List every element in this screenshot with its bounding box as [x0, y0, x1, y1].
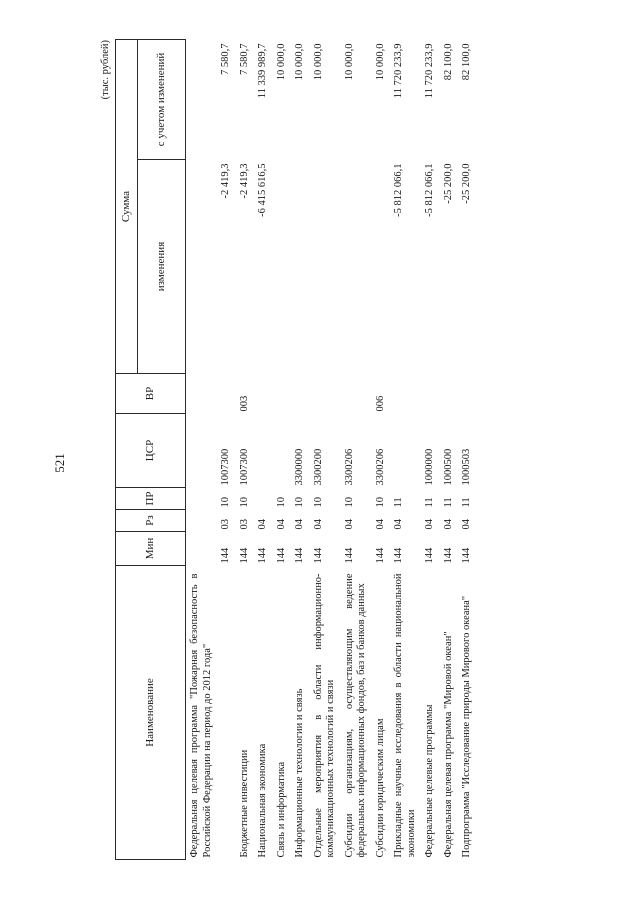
table-row — [372, 40, 391, 860]
row-changes — [341, 160, 372, 374]
table-row — [273, 40, 292, 860]
row-changes: -25 200,0 — [442, 163, 454, 204]
row-with-changes — [186, 40, 218, 160]
row-rz: 04 — [294, 519, 305, 530]
header-sum: Сумма — [116, 40, 138, 374]
row-with-changes: 11 339 989,7 — [257, 43, 268, 99]
row-min: 144 — [257, 547, 268, 564]
rotated-budget-table-page — [100, 40, 610, 860]
row-min: 144 — [442, 547, 454, 564]
table-row — [254, 40, 273, 860]
row-name: Бюджетные инвестиции — [238, 749, 250, 858]
header-vr: ВР — [116, 374, 186, 414]
header-rz: Рз — [116, 510, 186, 532]
row-csr — [186, 414, 218, 488]
row-vr — [341, 374, 372, 414]
row-pr: 10 — [343, 497, 355, 508]
row-rz: 04 — [424, 519, 435, 530]
row-with-changes: 82 100,0 — [461, 43, 472, 81]
row-name: Информационные технологии и связь — [294, 688, 305, 858]
row-name — [217, 566, 236, 860]
row-changes: -2 419,3 — [220, 163, 231, 199]
row-csr: 1000503 — [461, 448, 472, 486]
row-pr — [186, 488, 218, 510]
row-changes: -5 812 066,1 — [393, 163, 404, 217]
row-vr — [254, 374, 273, 414]
row-csr: 1007300 — [238, 448, 250, 486]
row-with-changes: 11 720 233,9 — [424, 43, 435, 99]
row-min: 144 — [424, 547, 435, 564]
row-pr: 10 — [294, 497, 305, 508]
row-csr: 3300206 — [374, 448, 386, 486]
row-csr — [390, 414, 421, 488]
row-name: Отдельные мероприятия в области информационно-коммуникационных технологий и связи — [312, 573, 336, 858]
row-with-changes: 7 580,7 — [220, 43, 231, 75]
row-with-changes: 10 000,0 — [294, 43, 305, 81]
row-rz: 03 — [220, 519, 231, 530]
row-pr: 10 — [312, 497, 324, 508]
row-vr — [310, 374, 341, 414]
row-with-changes: 10 000,0 — [343, 43, 355, 81]
row-name: Федеральная целевая программа "Мировой океан" — [442, 631, 454, 858]
row-changes — [273, 160, 292, 374]
row-vr — [440, 374, 459, 414]
row-min: 144 — [393, 547, 404, 564]
row-changes: -5 812 066,1 — [424, 163, 435, 217]
row-rz: 04 — [461, 519, 472, 530]
row-changes: -25 200,0 — [461, 163, 472, 204]
row-rz: 04 — [393, 519, 404, 530]
header-name: Наименование — [116, 566, 186, 860]
row-vr: 006 — [374, 395, 386, 412]
row-with-changes: 10 000,0 — [374, 43, 386, 81]
row-pr: 10 — [275, 497, 287, 508]
row-vr — [458, 374, 477, 414]
row-pr: 11 — [424, 497, 435, 508]
row-min: 144 — [294, 547, 305, 564]
row-changes — [372, 160, 391, 374]
row-with-changes: 10 000,0 — [275, 43, 287, 81]
row-rz: 04 — [312, 519, 324, 530]
row-rz: 04 — [275, 519, 287, 530]
row-vr — [217, 374, 236, 414]
row-csr: 3300200 — [312, 448, 324, 486]
row-name: Прикладные научные исследования в области национальной экономики — [393, 573, 417, 858]
table-row — [458, 40, 477, 860]
row-min: 144 — [312, 547, 324, 564]
table-row — [217, 40, 236, 860]
row-pr: 11 — [442, 497, 454, 508]
header-min: Мин — [116, 532, 186, 566]
row-changes: -6 415 616,5 — [257, 163, 268, 217]
row-csr — [254, 414, 273, 488]
row-with-changes: 10 000,0 — [312, 43, 324, 81]
row-pr: 10 — [374, 497, 386, 508]
row-rz: 04 — [442, 519, 454, 530]
row-vr: 003 — [238, 395, 250, 412]
page-number: 521 — [52, 453, 67, 473]
unit-label: (тыс. рублей) — [100, 40, 111, 100]
row-name: Подпрограмма "Исследование природы Мирового океана" — [461, 595, 472, 858]
row-with-changes: 11 720 233,9 — [393, 43, 404, 99]
table-row — [421, 40, 440, 860]
row-name: Национальная экономика — [257, 743, 268, 858]
table-row — [236, 40, 255, 860]
row-rz: 03 — [238, 519, 250, 530]
row-min: 144 — [220, 547, 231, 564]
row-name: Субсидии организациям, осуществляющим ведение федеральных информационных фондов, баз и банков данных — [343, 573, 367, 858]
row-rz: 04 — [343, 519, 355, 530]
header-csr: ЦСР — [116, 414, 186, 488]
row-csr: 3300206 — [343, 448, 355, 486]
row-csr — [273, 414, 292, 488]
row-name: Федеральная целевая программа "Пожарная безопасность в Российской Федерации на период до 2012 года" — [189, 573, 213, 858]
header-pr: ПР — [116, 488, 186, 510]
table-row — [390, 40, 421, 860]
table-row — [341, 40, 372, 860]
row-changes — [186, 160, 218, 374]
row-with-changes: 82 100,0 — [442, 43, 454, 81]
row-pr: 10 — [238, 497, 250, 508]
row-vr — [390, 374, 421, 414]
row-changes — [291, 160, 310, 374]
row-pr: 10 — [220, 497, 231, 508]
row-rz — [186, 510, 218, 532]
row-min: 144 — [275, 547, 287, 564]
table-row — [186, 40, 218, 860]
row-with-changes: 7 580,7 — [238, 43, 250, 75]
row-min: 144 — [238, 547, 250, 564]
row-rz: 04 — [257, 519, 268, 530]
row-min: 144 — [374, 547, 386, 564]
row-min — [186, 532, 218, 566]
row-vr — [291, 374, 310, 414]
row-changes: -2 419,3 — [238, 163, 250, 199]
row-pr: 11 — [461, 497, 472, 508]
row-csr: 1000000 — [424, 448, 435, 486]
row-csr: 1007300 — [220, 448, 231, 486]
row-vr — [186, 374, 218, 414]
header-with-changes: с учетом изменений — [138, 40, 186, 160]
table-row — [291, 40, 310, 860]
row-csr: 1000500 — [442, 448, 454, 486]
table-row — [310, 40, 341, 860]
row-csr: 3300000 — [294, 448, 305, 486]
row-name: Федеральные целевые программы — [424, 704, 435, 858]
row-name: Связь и информатика — [275, 761, 287, 858]
row-changes — [310, 160, 341, 374]
row-rz: 04 — [374, 519, 386, 530]
table-row — [440, 40, 459, 860]
budget-table — [115, 39, 477, 860]
row-min: 144 — [461, 547, 472, 564]
row-pr — [254, 488, 273, 510]
row-min: 144 — [343, 547, 355, 564]
row-vr — [273, 374, 292, 414]
row-vr — [421, 374, 440, 414]
row-pr: 11 — [393, 497, 404, 508]
header-changes: изменения — [138, 160, 186, 374]
row-name: Субсидии юридическим лицам — [374, 718, 386, 858]
